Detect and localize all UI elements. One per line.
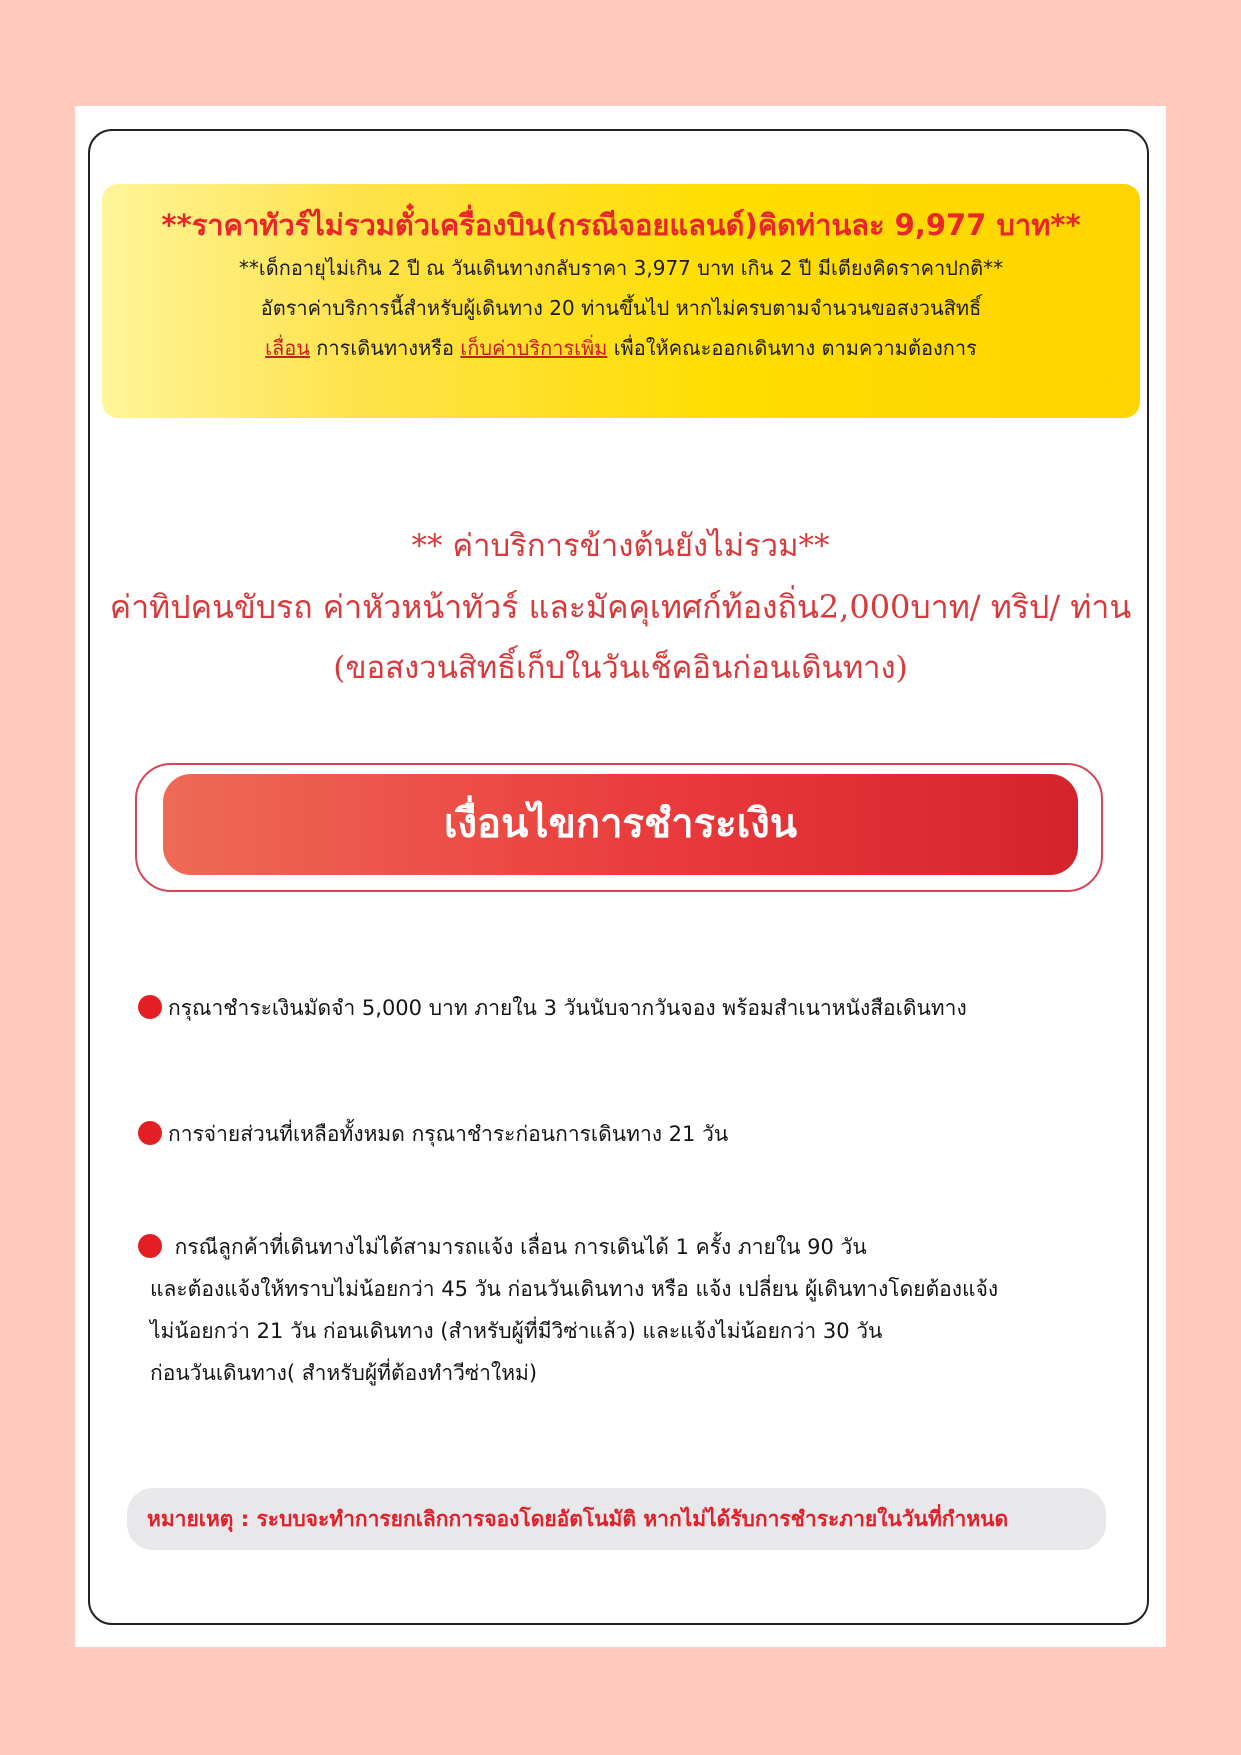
group-condition-line <box>102 328 1140 368</box>
change-line: และต้องแจ้งให้ทราบไม่น้อยกว่า 45 วัน ก่อนวันเดินทาง หรือ แจ้ง เปลี่ยน ผู้เดินทางโดยต้องแจ้ง <box>150 1277 999 1301</box>
group-condition-mid: การเดินทางหรือ <box>309 336 461 360</box>
extra-fee-word: เก็บค่าบริการเพิ่ม <box>460 336 608 360</box>
min-group-note: อัตราค่าบริการนี้สำหรับผู้เดินทาง 20 ท่านขึ้นไป หากไม่ครบตามจำนวนขอสงวนสิทธิ์ <box>260 296 982 320</box>
price-banner <box>102 184 1140 418</box>
child-price-note: **เด็กอายุไม่เกิน 2 ปี ณ วันเดินทางกลับราคา 3,977 บาท เกิน 2 ปี มีเตียงคิดราคาปกติ** <box>238 256 1004 280</box>
excluded-fees <box>75 516 1166 699</box>
document-sheet <box>75 106 1166 1647</box>
price-headline: **ราคาทัวร์ไม่รวมตั๋วเครื่องบิน(กรณีจอยแลนด์)คิดท่านละ 9,977 บาท** <box>161 208 1081 242</box>
change-line: ไม่น้อยกว่า 21 วัน ก่อนเดินทาง (สำหรับผู้ที่มีวิซ่าแล้ว) และแจ้งไม่น้อยกว่า 30 วัน <box>150 1319 883 1343</box>
bullet-icon <box>138 1121 162 1145</box>
payment-title: เงื่อนไขการชำระเงิน <box>163 774 1078 875</box>
bullet-icon <box>138 995 162 1019</box>
change-condition <box>138 1226 998 1394</box>
deposit-condition <box>138 992 967 1025</box>
cancellation-note: หมายเหตุ : ระบบจะทำการยกเลิกการจองโดยอัตโนมัติ หากไม่ได้รับการชำระภายในวันที่กำหนด <box>127 1488 1106 1550</box>
excluded-fees-collection: (ขอสงวนสิทธิ์เก็บในวันเช็คอินก่อนเดินทาง) <box>333 650 908 686</box>
change-line: ก่อนวันเดินทาง( สำหรับผู้ที่ต้องทำวีซ่าใหม่) <box>150 1361 538 1385</box>
postpone-word: เลื่อน <box>265 336 310 360</box>
group-condition-tail: เพื่อให้คณะออกเดินทาง ตามความต้องการ <box>607 336 977 360</box>
balance-text: การจ่ายส่วนที่เหลือทั้งหมด กรุณาชำระก่อนการเดินทาง 21 วัน <box>168 1122 729 1146</box>
excluded-fees-detail: ค่าทิปคนขับรถ ค่าหัวหน้าทัวร์ และมัคคุเทศก์ท้องถิ่น2,000บาท/ ทริป/ ท่าน <box>109 588 1132 626</box>
deposit-text: กรุณาชำระเงินมัดจำ 5,000 บาท ภายใน 3 วันนับจากวันจอง พร้อมสำเนาหนังสือเดินทาง <box>168 996 967 1020</box>
balance-condition <box>138 1118 728 1151</box>
excluded-fees-heading: ** ค่าบริการข้างต้นยังไม่รวม** <box>411 528 830 564</box>
bullet-icon <box>138 1234 162 1258</box>
change-text: กรณีลูกค้าที่เดินทางไม่ได้สามารถแจ้ง เลื่อน การเดินได้ 1 ครั้ง ภายใน 90 วัน <box>168 1235 867 1259</box>
change-line <box>138 1226 998 1268</box>
payment-title-frame <box>135 763 1103 892</box>
